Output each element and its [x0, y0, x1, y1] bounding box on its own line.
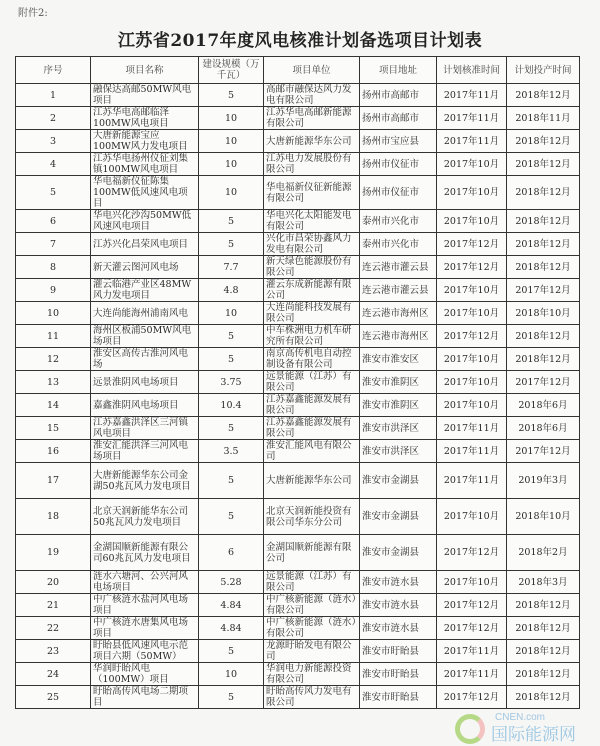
cell-operation: 2018年12月 [507, 663, 580, 686]
cell-capacity: 5 [199, 348, 264, 371]
table-row [16, 233, 580, 256]
cell-name: 远景淮阴风电场项目 [91, 371, 199, 394]
cell-approval: 2017年11月 [437, 130, 507, 153]
cell-company: 淮安汇能风电有限公司 [264, 440, 360, 463]
cell-name: 华电福新仪征陈集100MW低风速风电项目 [91, 176, 199, 210]
cell-capacity: 4.84 [199, 594, 264, 617]
cell-approval: 2017年11月 [437, 463, 507, 499]
watermark-logo [455, 712, 595, 746]
cell-approval: 2017年10月 [437, 499, 507, 535]
cell-no: 4 [16, 153, 91, 176]
cell-approval: 2017年11月 [437, 417, 507, 440]
cell-company: 华电兴化太阳能发电有限公司 [264, 210, 360, 233]
cell-no: 16 [16, 440, 91, 463]
cell-approval: 2017年10月 [437, 394, 507, 417]
cell-operation: 2018年12月 [507, 210, 580, 233]
header-company: 项目单位 [264, 57, 360, 84]
cell-capacity: 10 [199, 302, 264, 325]
cell-name: 新天灌云图河风电场 [91, 256, 199, 279]
cell-location: 扬州市仪征市 [360, 153, 437, 176]
cell-company: 灌云东成新能源有限公司 [264, 279, 360, 302]
cell-operation: 2017年12月 [507, 371, 580, 394]
watermark-cn: 国际能源网 [491, 725, 576, 745]
cell-no: 14 [16, 394, 91, 417]
cell-name: 淮安汇能洪泽三河风电场项目 [91, 440, 199, 463]
cell-name: 江苏兴化昌荣风电项目 [91, 233, 199, 256]
cell-operation: 2018年12月 [507, 686, 580, 709]
cell-name: 华润盱眙风电（100MW）项目 [91, 663, 199, 686]
cell-name: 江苏华电高邮临泽100MW风电项目 [91, 107, 199, 130]
table-row [16, 130, 580, 153]
cell-name: 淮安区高传古淮河风电场 [91, 348, 199, 371]
table-row [16, 663, 580, 686]
cell-operation: 2018年12月 [507, 233, 580, 256]
cell-name: 大唐新能源华东公司金湖50兆瓦风力发电项目 [91, 463, 199, 499]
table-row [16, 107, 580, 130]
cell-operation: 2018年12月 [507, 84, 580, 107]
cell-capacity: 3.75 [199, 371, 264, 394]
header-name: 项目名称 [91, 57, 199, 84]
cell-no: 1 [16, 84, 91, 107]
cell-company: 大连尚能科技发展有限公司 [264, 302, 360, 325]
cell-location: 扬州市高邮市 [360, 84, 437, 107]
table-row [16, 499, 580, 535]
table-row [16, 463, 580, 499]
cell-approval: 2017年11月 [437, 84, 507, 107]
cell-name: 盱眙县低风速风电示范项目六期（50MW） [91, 640, 199, 663]
table-row [16, 371, 580, 394]
cell-no: 22 [16, 617, 91, 640]
cell-company: 盱眙高传风力发电有限公司 [264, 686, 360, 709]
cell-approval: 2017年11月 [437, 663, 507, 686]
cell-approval: 2017年10月 [437, 210, 507, 233]
cell-no: 9 [16, 279, 91, 302]
cell-operation: 2018年12月 [507, 325, 580, 348]
cell-operation: 2017年12月 [507, 279, 580, 302]
cell-capacity: 10 [199, 130, 264, 153]
cell-name: 嘉鑫淮阴风电场项目 [91, 394, 199, 417]
cell-name: 中广核涟水盐河风电场项目 [91, 594, 199, 617]
cell-company: 大唐新能源华东公司 [264, 463, 360, 499]
cell-approval: 2017年12月 [437, 617, 507, 640]
cell-approval: 2017年10月 [437, 153, 507, 176]
cell-approval: 2017年12月 [437, 594, 507, 617]
cell-no: 20 [16, 571, 91, 594]
table-row [16, 394, 580, 417]
cell-approval: 2017年12月 [437, 535, 507, 571]
table-row [16, 594, 580, 617]
cell-company: 江苏嘉鑫能源发展有限公司 [264, 417, 360, 440]
table-row [16, 302, 580, 325]
cell-company: 龙源盱眙发电有限公司 [264, 640, 360, 663]
cell-no: 8 [16, 256, 91, 279]
header-location: 项目地址 [360, 57, 437, 84]
table-row [16, 640, 580, 663]
cell-company: 高邮市融保达风力发电有限公司 [264, 84, 360, 107]
cell-no: 12 [16, 348, 91, 371]
table-row [16, 325, 580, 348]
cell-name: 大连尚能海州浦南风电 [91, 302, 199, 325]
cell-capacity: 5 [199, 686, 264, 709]
cell-approval: 2017年12月 [437, 256, 507, 279]
cell-location: 淮安市洪泽区 [360, 417, 437, 440]
cell-name: 融保达高邮50MW风电项目 [91, 84, 199, 107]
cell-operation: 2018年6月 [507, 417, 580, 440]
cell-operation: 2018年12月 [507, 640, 580, 663]
cell-location: 淮安市金湖县 [360, 463, 437, 499]
cell-approval: 2017年10月 [437, 348, 507, 371]
cell-capacity: 3.5 [199, 440, 264, 463]
header-no: 序号 [16, 57, 91, 84]
cell-location: 连云港市灌云县 [360, 279, 437, 302]
cell-operation: 2018年12月 [507, 348, 580, 371]
cell-operation: 2018年3月 [507, 571, 580, 594]
cell-location: 连云港市海州区 [360, 302, 437, 325]
cell-location: 淮安市盱眙县 [360, 686, 437, 709]
cell-operation: 2018年11月 [507, 107, 580, 130]
cell-operation: 2019年3月 [507, 463, 580, 499]
table-row [16, 417, 580, 440]
project-table [15, 56, 580, 709]
cell-location: 淮安市盱眙县 [360, 640, 437, 663]
table-row [16, 571, 580, 594]
table-row [16, 210, 580, 233]
cell-company: 中广核新能源（涟水）有限公司 [264, 594, 360, 617]
cell-approval: 2017年10月 [437, 176, 507, 210]
cell-capacity: 5 [199, 463, 264, 499]
cell-company: 华电福新仪征新能源有限公司 [264, 176, 360, 210]
cell-operation: 2018年12月 [507, 256, 580, 279]
cell-name: 涟水六塘河、公兴河风电场项目 [91, 571, 199, 594]
cell-approval: 2017年12月 [437, 325, 507, 348]
table-row [16, 153, 580, 176]
cell-location: 淮安市淮阴区 [360, 371, 437, 394]
cell-approval: 2017年11月 [437, 107, 507, 130]
cell-name: 海州区板浦50MW风电场项目 [91, 325, 199, 348]
cell-location: 淮安市洪泽区 [360, 440, 437, 463]
table-row [16, 176, 580, 210]
cell-company: 江苏嘉鑫能源发展有限公司 [264, 394, 360, 417]
cell-location: 淮安市盱眙县 [360, 663, 437, 686]
cell-name: 江苏华电扬州仪征刘集镇100MW风电项目 [91, 153, 199, 176]
cell-location: 淮安市涟水县 [360, 594, 437, 617]
cell-capacity: 4.84 [199, 617, 264, 640]
cell-company: 远景能源（江苏）有限公司 [264, 371, 360, 394]
cell-name: 盱眙高传风电场二期项目 [91, 686, 199, 709]
cell-location: 扬州市宝应县 [360, 130, 437, 153]
cell-location: 泰州市兴化市 [360, 233, 437, 256]
cell-capacity: 5 [199, 233, 264, 256]
cell-no: 2 [16, 107, 91, 130]
cell-approval: 2017年10月 [437, 371, 507, 394]
cell-no: 23 [16, 640, 91, 663]
cell-location: 扬州市高邮市 [360, 107, 437, 130]
cell-company: 江苏华电高邮新能源有限公司 [264, 107, 360, 130]
cell-location: 淮安市金湖县 [360, 499, 437, 535]
cell-no: 25 [16, 686, 91, 709]
cell-capacity: 10.4 [199, 394, 264, 417]
cell-location: 连云港市海州区 [360, 325, 437, 348]
header-capacity: 建设规模（万千瓦） [199, 57, 264, 84]
cell-capacity: 5.28 [199, 571, 264, 594]
cell-name: 北京天润新能华东公司50兆瓦风力发电项目 [91, 499, 199, 535]
cell-location: 淮安市涟水县 [360, 571, 437, 594]
cell-approval: 2017年11月 [437, 440, 507, 463]
cell-operation: 2018年2月 [507, 535, 580, 571]
cell-no: 17 [16, 463, 91, 499]
cell-name: 灌云临港产业区48MW风力发电项目 [91, 279, 199, 302]
watermark-en: CNEN.com [495, 712, 546, 723]
cell-no: 6 [16, 210, 91, 233]
cell-capacity: 5 [199, 417, 264, 440]
cell-no: 7 [16, 233, 91, 256]
cell-approval: 2017年10月 [437, 279, 507, 302]
cell-company: 兴化市昌荣协鑫风力发电有限公司 [264, 233, 360, 256]
cell-no: 18 [16, 499, 91, 535]
cell-capacity: 10 [199, 663, 264, 686]
cell-company: 华润电力新能源投资有限公司 [264, 663, 360, 686]
cell-company: 江苏电力发展股份有限公司 [264, 153, 360, 176]
cell-capacity: 5 [199, 499, 264, 535]
cell-capacity: 10 [199, 107, 264, 130]
cell-no: 19 [16, 535, 91, 571]
cell-approval: 2017年10月 [437, 302, 507, 325]
logo-icon [455, 714, 485, 744]
cell-company: 中广核新能源（涟水）有限公司 [264, 617, 360, 640]
cell-no: 11 [16, 325, 91, 348]
cell-location: 淮安市涟水县 [360, 617, 437, 640]
cell-company: 北京天润新能投资有限公司华东分公司 [264, 499, 360, 535]
table-row [16, 535, 580, 571]
cell-company: 远景能源（江苏）有限公司 [264, 571, 360, 594]
cell-approval: 2017年10月 [437, 571, 507, 594]
cell-approval: 2017年12月 [437, 233, 507, 256]
cell-no: 3 [16, 130, 91, 153]
cell-location: 泰州市兴化市 [360, 210, 437, 233]
cell-company: 金湖国顺新能源有限公司 [264, 535, 360, 571]
cell-company: 中车株洲电力机车研究所有限公司 [264, 325, 360, 348]
cell-capacity: 4.8 [199, 279, 264, 302]
table-header [16, 57, 580, 84]
cell-location: 连云港市灌云县 [360, 256, 437, 279]
cell-no: 21 [16, 594, 91, 617]
cell-capacity: 7.7 [199, 256, 264, 279]
cell-name: 中广核涟水唐集风电场项目 [91, 617, 199, 640]
cell-name: 金湖国顺新能源有限公司60兆瓦风力发电项目 [91, 535, 199, 571]
cell-name: 华电兴化沙沟50MW低风速风电项目 [91, 210, 199, 233]
table-row [16, 256, 580, 279]
cell-company: 大唐新能源华东公司 [264, 130, 360, 153]
table-row [16, 617, 580, 640]
header-approval: 计划核准时间 [437, 57, 507, 84]
cell-no: 10 [16, 302, 91, 325]
cell-no: 24 [16, 663, 91, 686]
cell-operation: 2018年6月 [507, 394, 580, 417]
cell-approval: 2017年12月 [437, 686, 507, 709]
cell-approval: 2017年11月 [437, 640, 507, 663]
cell-location: 淮安市淮阴区 [360, 394, 437, 417]
cell-no: 15 [16, 417, 91, 440]
cell-company: 新天绿色能源股份有限公司 [264, 256, 360, 279]
cell-operation: 2018年12月 [507, 130, 580, 153]
table-row [16, 279, 580, 302]
table-row [16, 348, 580, 371]
cell-capacity: 10 [199, 176, 264, 210]
cell-location: 淮安市金湖县 [360, 535, 437, 571]
table-row [16, 686, 580, 709]
cell-capacity: 6 [199, 535, 264, 571]
cell-capacity: 5 [199, 325, 264, 348]
page-title: 江苏省2017年度风电核准计划备选项目计划表 [117, 31, 483, 51]
cell-capacity: 10 [199, 153, 264, 176]
cell-operation: 2018年12月 [507, 176, 580, 210]
header-operation: 计划投产时间 [507, 57, 580, 84]
cell-operation: 2018年10月 [507, 499, 580, 535]
cell-operation: 2017年12月 [507, 440, 580, 463]
cell-operation: 2018年12月 [507, 153, 580, 176]
cell-capacity: 5 [199, 84, 264, 107]
cell-name: 江苏嘉鑫洪泽区三河镇风电项目 [91, 417, 199, 440]
cell-location: 淮安市淮安区 [360, 348, 437, 371]
table-row [16, 440, 580, 463]
cell-operation: 2018年10月 [507, 302, 580, 325]
cell-operation: 2018年12月 [507, 617, 580, 640]
cell-capacity: 5 [199, 640, 264, 663]
cell-location: 扬州市仪征市 [360, 176, 437, 210]
table-row [16, 84, 580, 107]
cell-capacity: 5 [199, 210, 264, 233]
cell-no: 5 [16, 176, 91, 210]
cell-name: 大唐新能源宝应100MW风力发电项目 [91, 130, 199, 153]
cell-no: 13 [16, 371, 91, 394]
cell-company: 南京高传机电自动控制设备有限公司 [264, 348, 360, 371]
attachment-label: 附件2: [18, 8, 48, 19]
cell-operation: 2018年12月 [507, 594, 580, 617]
